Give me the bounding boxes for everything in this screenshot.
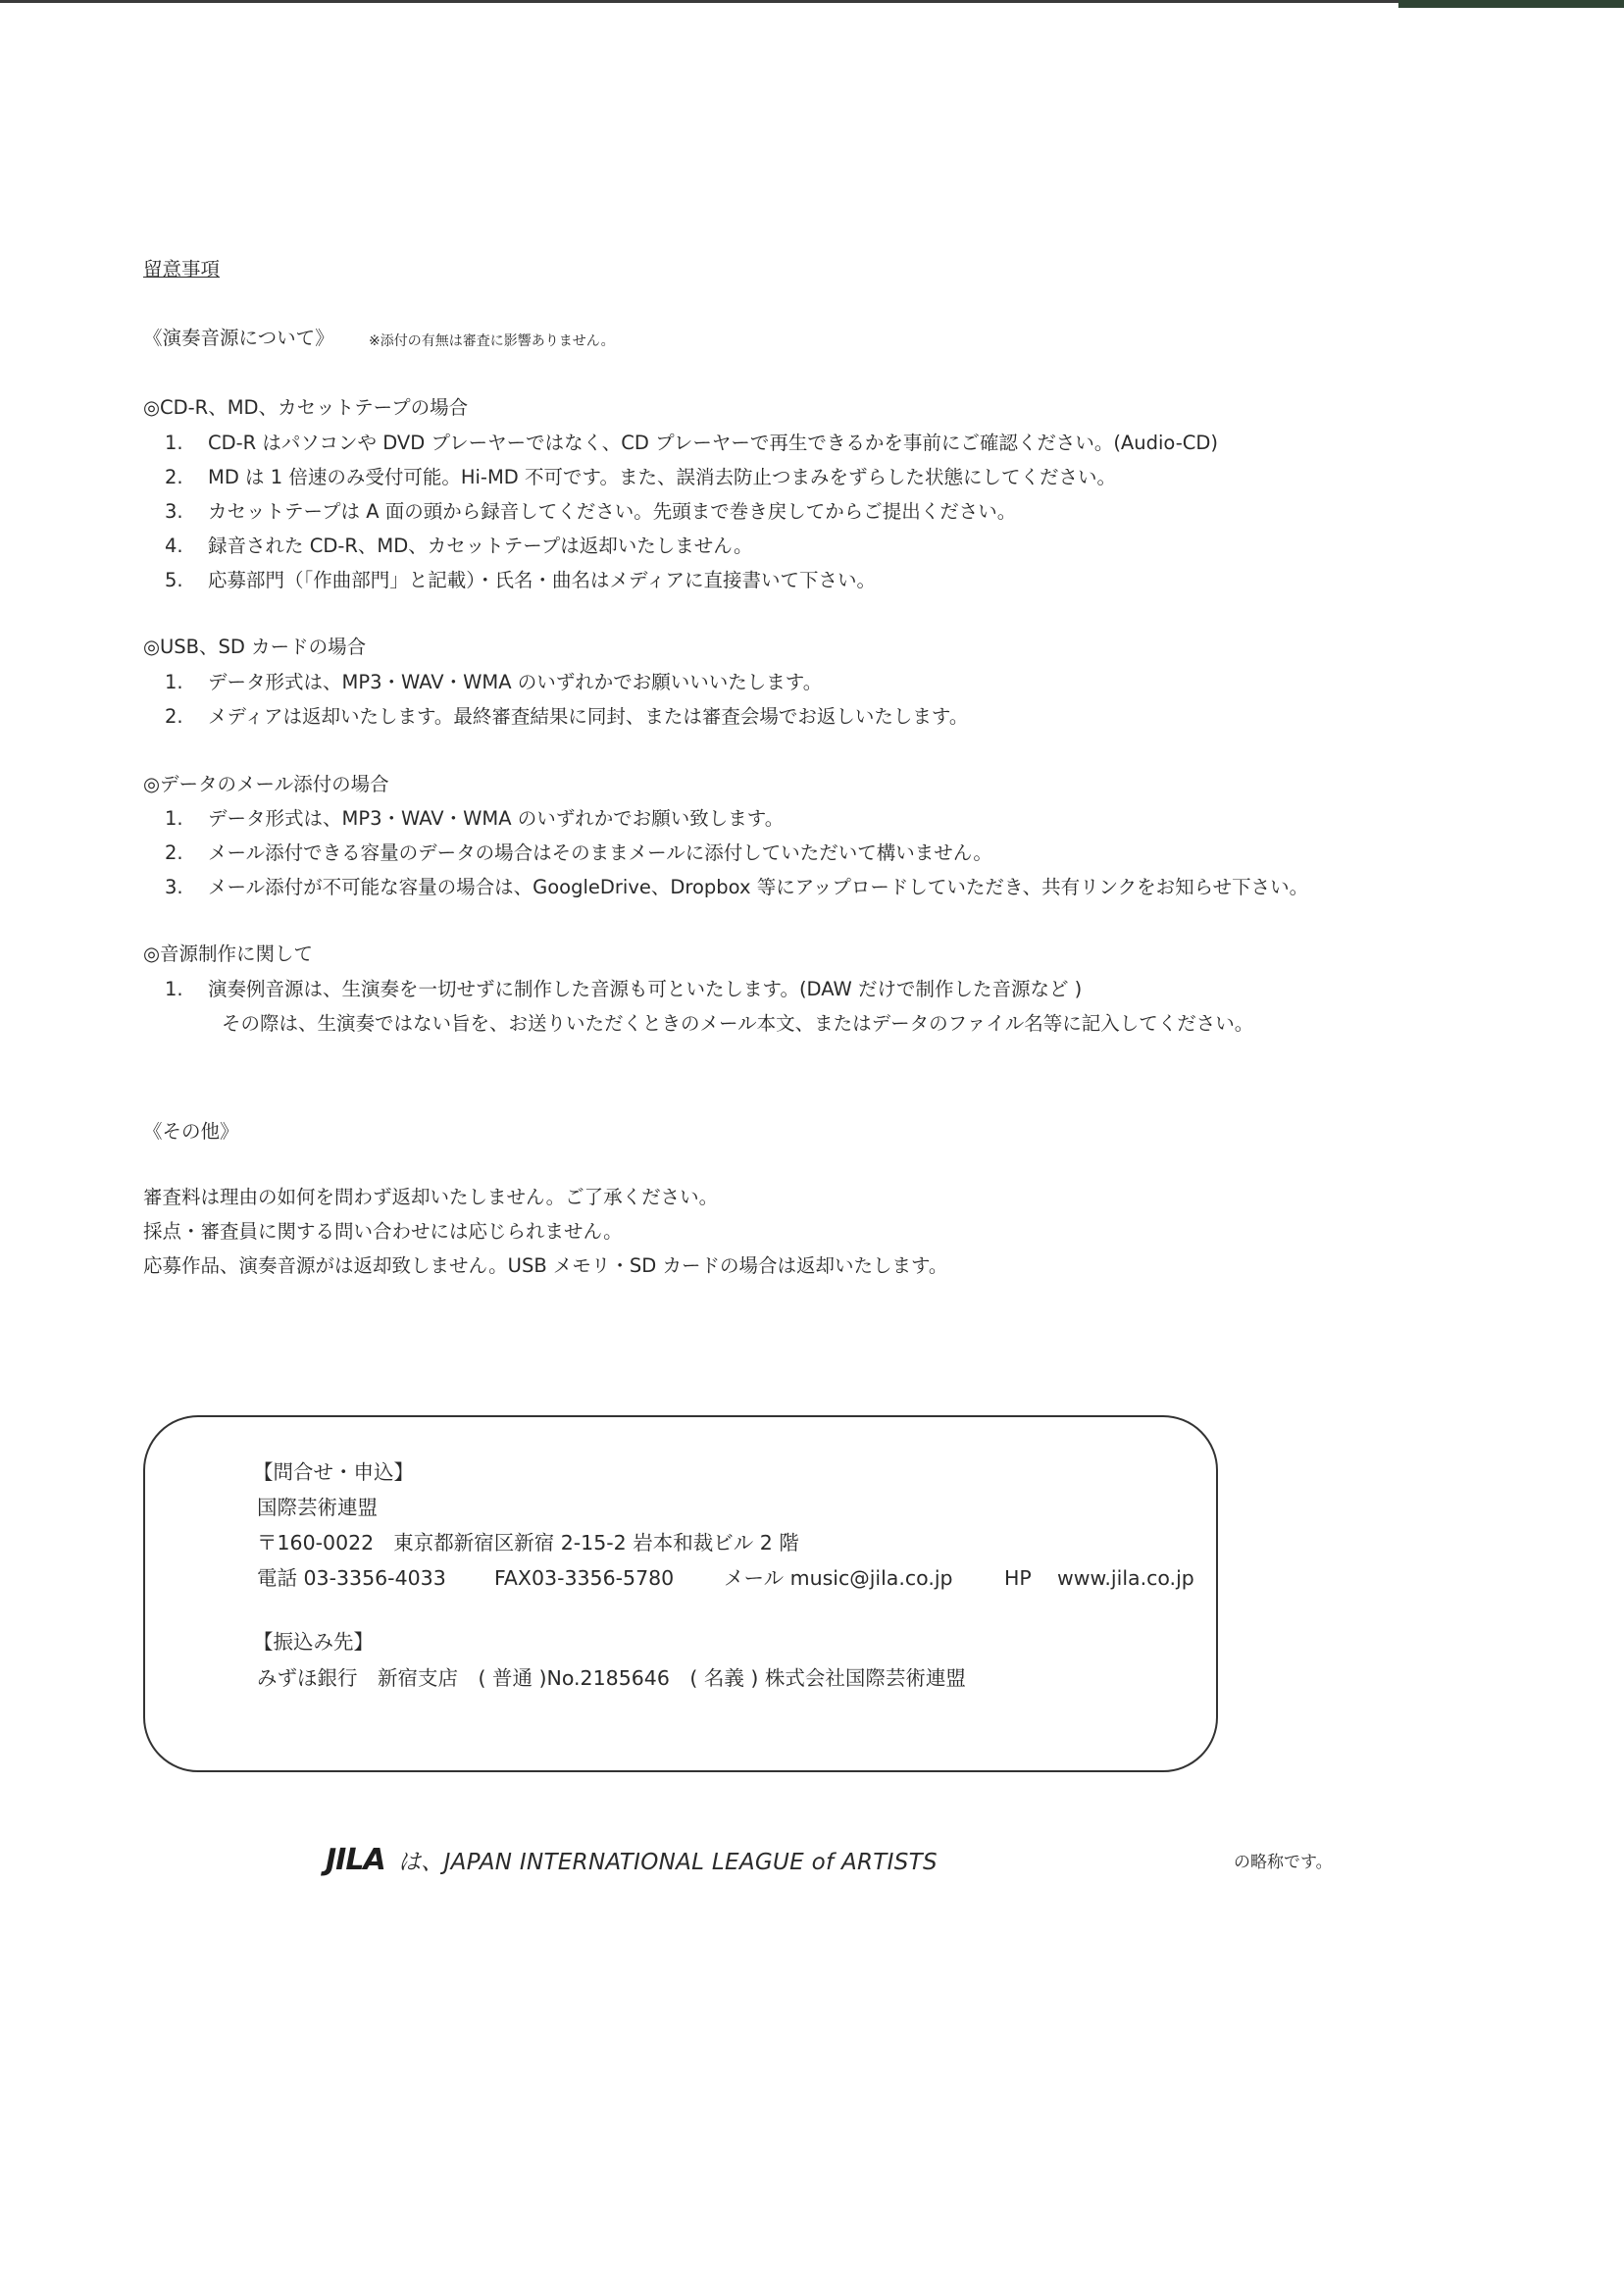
list-item [165, 977, 1082, 1002]
production-heading: ◎音源制作に関して [143, 943, 314, 965]
item-text: メール添付が不可能な容量の場合は、GoogleDrive、Dropbox 等にアップロードしていただき、共有リンクをお知らせ下さい。 [208, 876, 1309, 898]
street-address: 東京都新宿区新宿 2-15-2 岩本和裁ビル 2 階 [393, 1531, 799, 1555]
item-text: データ形式は、MP3・WAV・WMA のいずれかでお願いいいたします。 [208, 671, 823, 693]
audio-section-heading: 《演奏音源について》 [143, 327, 334, 349]
website-link[interactable]: www.jila.co.jp [1057, 1566, 1194, 1590]
other-heading: 《その他》 [143, 1120, 239, 1143]
email-address[interactable]: メール music@jila.co.jp [724, 1566, 953, 1590]
phone: 電話 03-3356-4033 [257, 1566, 446, 1590]
item-number: 1. [165, 978, 183, 1000]
item-number: 2. [165, 705, 183, 728]
item-text: 応募部門（「作曲部門」と記載）・氏名・曲名はメディアに直接書いて下さい。 [208, 569, 876, 591]
list-item [165, 670, 822, 695]
list-item [165, 534, 752, 559]
production-continuation: その際は、生演奏ではない旨を、お送りいただくときのメール本文、またはデータのファイル名等に記入してください。 [222, 1012, 1254, 1035]
list-item [165, 499, 1016, 525]
other-line: 審査料は理由の如何を問わず返却いたしません。ご了承ください。 [143, 1186, 719, 1208]
notes-title: 留意事項 [143, 258, 221, 280]
list-item [165, 704, 968, 730]
usb-sd-heading: ◎USB、SD カードの場合 [143, 636, 367, 658]
transfer-heading: 【振込み先】 [253, 1630, 374, 1654]
item-text: MD は 1 倍速のみ受付可能。Hi-MD 不可です。また、誤消去防止つまみをずらした状態にしてください。 [208, 466, 1116, 488]
list-item [165, 431, 1218, 456]
list-item [165, 841, 992, 866]
jila-tail-text: の略称です。 [1234, 1853, 1333, 1872]
list-item [165, 465, 1116, 490]
item-text: データ形式は、MP3・WAV・WMA のいずれかでお願い致します。 [208, 807, 785, 830]
other-line: 採点・審査員に関する問い合わせには応じられません。 [143, 1220, 623, 1243]
email-heading: ◎データのメール添付の場合 [143, 773, 389, 795]
audio-section-note: ※添付の有無は審査に影響ありません。 [369, 333, 615, 349]
jila-description: は、JAPAN INTERNATIONAL LEAGUE of ARTISTS [398, 1850, 938, 1875]
item-text: CD-R はパソコンや DVD プレーヤーではなく、CD プレーヤーで再生できるかを事前にご確認ください。(Audio-CD) [208, 432, 1218, 454]
item-text: メディアは返却いたします。最終審査結果に同封、または審査会場でお返しいたします。 [208, 705, 969, 728]
list-item [165, 875, 1308, 900]
fax: FAX03-3356-5780 [494, 1566, 675, 1590]
item-number: 1. [165, 807, 183, 830]
inquiry-heading: 【問合せ・申込】 [253, 1460, 414, 1484]
item-text: 録音された CD-R、MD、カセットテープは返却いたしません。 [208, 535, 753, 557]
list-item [165, 806, 784, 832]
item-number: 1. [165, 671, 183, 693]
other-line: 応募作品、演奏音源がは返却致しません。USB メモリ・SD カードの場合は返却いたします。 [143, 1254, 948, 1277]
jila-logo: JILA [326, 1843, 385, 1877]
item-number: 3. [165, 500, 183, 523]
item-text: カセットテープは A 面の頭から録音してください。先頭まで巻き戻してからご提出ください。 [208, 500, 1017, 523]
postal-code: 〒160-0022 [257, 1531, 375, 1555]
org-name: 国際芸術連盟 [257, 1496, 378, 1519]
item-number: 2. [165, 466, 183, 488]
item-number: 5. [165, 569, 183, 591]
item-number: 3. [165, 876, 183, 898]
item-number: 4. [165, 535, 183, 557]
item-number: 1. [165, 432, 183, 454]
list-item [165, 568, 876, 593]
item-text: メール添付できる容量のデータの場合はそのままメールに添付していただいて構いません。 [208, 841, 992, 864]
bank-details: みずほ銀行 新宿支店 ( 普通 )No.2185646 ( 名義 ) 株式会社国際芸術連盟 [257, 1666, 966, 1690]
hp-label: HP [1004, 1566, 1032, 1590]
cd-md-cassette-heading: ◎CD-R、MD、カセットテープの場合 [143, 396, 469, 419]
item-text: 演奏例音源は、生演奏を一切せずに制作した音源も可といたします。(DAW だけで制作した音源など ) [208, 978, 1083, 1000]
item-number: 2. [165, 841, 183, 864]
postal-address [257, 1529, 799, 1556]
